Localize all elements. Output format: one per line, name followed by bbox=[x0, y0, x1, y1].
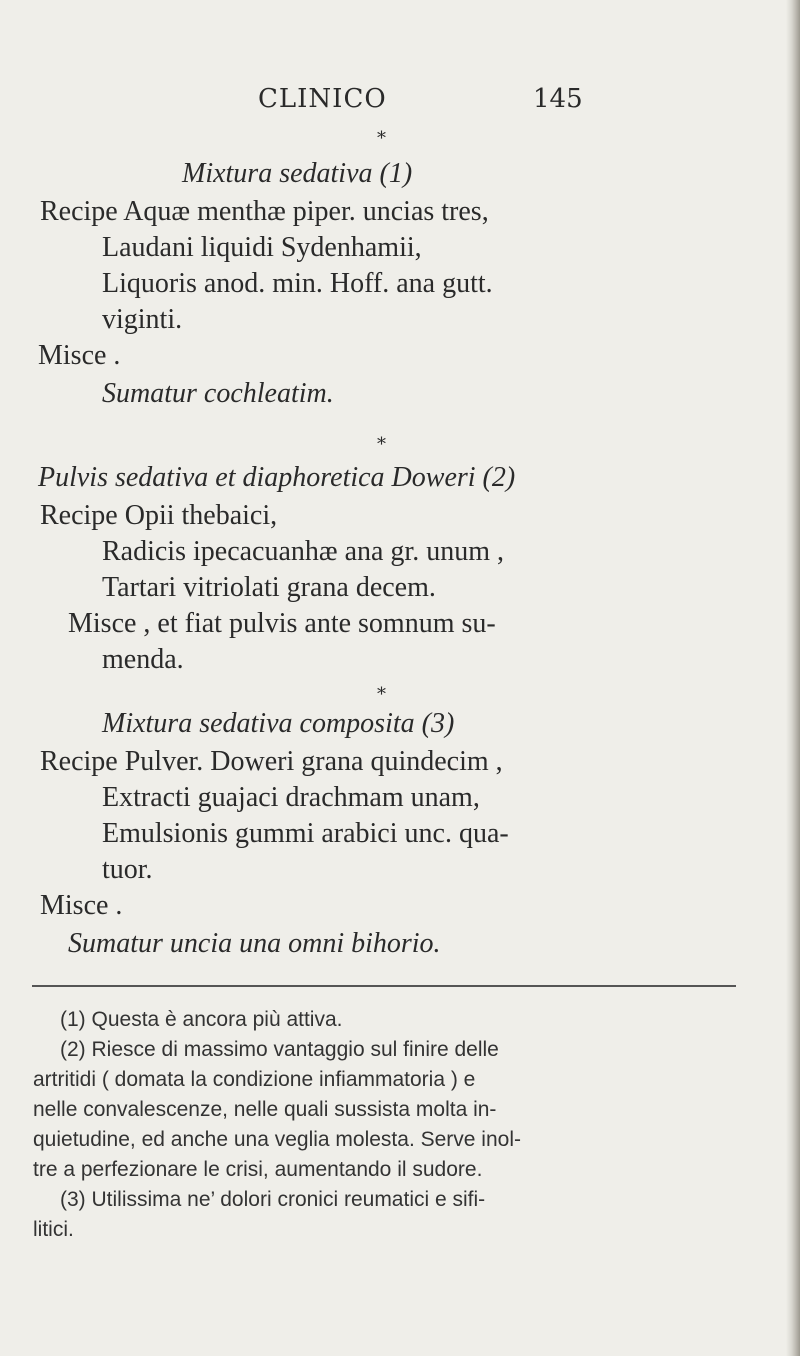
page-edge-shadow bbox=[786, 0, 800, 1356]
recipe-line: Extracti guajaci drachmam unam, bbox=[102, 782, 480, 813]
recipe-line: Misce , et fiat pulvis ante somnum su- bbox=[68, 608, 496, 639]
recipe-line: Radicis ipecacuanhæ ana gr. unum , bbox=[102, 536, 504, 567]
section-asterisk: * bbox=[377, 684, 386, 705]
recipe-title: Mixtura sedativa (1) bbox=[182, 158, 413, 189]
recipe-line: Recipe Opii thebaici, bbox=[40, 500, 278, 531]
recipe-line: Emulsionis gummi arabici unc. qua- bbox=[102, 818, 509, 849]
recipe-instruction: Sumatur cochleatim. bbox=[102, 378, 334, 409]
page-number: 145 bbox=[533, 84, 583, 114]
section-asterisk: * bbox=[377, 434, 386, 455]
recipe-line: Recipe Pulver. Doweri grana quindecim , bbox=[40, 746, 503, 777]
footnote-line: litici. bbox=[33, 1218, 74, 1241]
recipe-title: Mixtura sedativa composita (3) bbox=[102, 708, 455, 739]
footnote-line: quietudine, ed anche una veglia molesta. Serve inol- bbox=[33, 1128, 521, 1151]
recipe-line: viginti. bbox=[102, 304, 183, 335]
recipe-line: Misce . bbox=[38, 340, 121, 371]
footnote-line: tre a perfezionare le crisi, aumentando il sudore. bbox=[33, 1158, 483, 1181]
recipe-line: Misce . bbox=[40, 890, 123, 921]
recipe-title: Pulvis sedativa et diaphoretica Doweri (2) bbox=[38, 462, 516, 493]
recipe-line: Laudani liquidi Sydenhamii, bbox=[102, 232, 422, 263]
recipe-line: Recipe Aquæ menthæ piper. uncias tres, bbox=[40, 196, 489, 227]
footnote-line: (3) Utilissima ne’ dolori cronici reumatici e sifi- bbox=[60, 1188, 486, 1211]
running-title: CLINICO bbox=[258, 84, 387, 114]
footnote-divider bbox=[32, 985, 736, 987]
recipe-line: Liquoris anod. min. Hoff. ana gutt. bbox=[102, 268, 493, 299]
recipe-line: Tartari vitriolati grana decem. bbox=[102, 572, 436, 603]
footnote-line: nelle convalescenze, nelle quali sussista molta in- bbox=[33, 1098, 497, 1121]
recipe-line: menda. bbox=[102, 644, 184, 675]
section-asterisk: * bbox=[377, 128, 386, 149]
recipe-line: tuor. bbox=[102, 854, 153, 885]
footnote-line: (2) Riesce di massimo vantaggio sul finire delle bbox=[60, 1038, 499, 1061]
footnote-line: (1) Questa è ancora più attiva. bbox=[60, 1008, 343, 1031]
footnote-line: artritidi ( domata la condizione infiammatoria ) e bbox=[33, 1068, 476, 1091]
recipe-instruction: Sumatur uncia una omni bihorio. bbox=[68, 928, 441, 959]
